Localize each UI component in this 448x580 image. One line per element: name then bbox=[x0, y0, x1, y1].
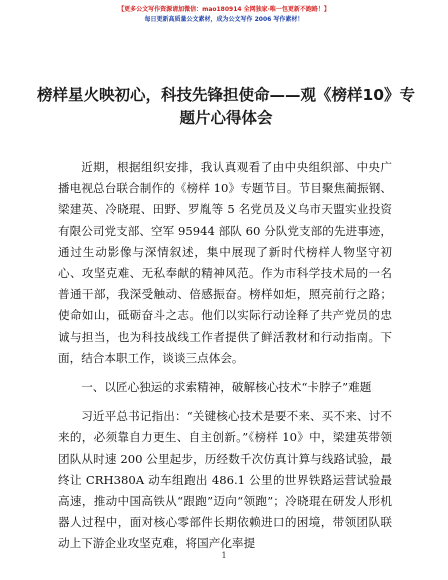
paragraph-spacer bbox=[58, 369, 392, 377]
section-heading: 一、以匠心独运的求索精神，破解核心技术“卡脖子”难题 bbox=[81, 380, 372, 395]
document-title: 榜样星火映初心，科技先锋担使命——观《榜样10》专题片心得体会 bbox=[36, 86, 416, 127]
document-body bbox=[58, 157, 392, 555]
paragraph-spacer bbox=[58, 398, 392, 406]
promo-banner-red: 【更多公文写作资源请加微信：mao180914 全网独家·唯一包更新不跑路！】 bbox=[118, 6, 330, 13]
body-paragraph: 近期，根据组织安排，我认真观看了由中央组织部、中央广播电视总台联合制作的《榜样 10》专题节目。节目聚焦蔺振钢、梁建英、冷晓琨、田野、罗胤等 5 名党员及义乌市天盟实业投资有限公司党支部、空军 95944 部队 60 分队党支部的先进事迹，通过生动影像与深情叙述，集中展现了新时代榜样人物坚守初心、攻坚克难、无私奉献的精神风范。作为市科学技术局的一名普通干部，我深受触动、倍感振奋。榜样如炬，照亮前行之路；使命如山，砥砺奋斗之志。他们以实际行动诠释了共产党员的忠诚与担当，也为科技战线工作者提供了鲜活教材和行动指南。下面，结合本职工作，谈谈三点体会。 bbox=[58, 160, 392, 365]
page-number: 1 bbox=[221, 551, 227, 560]
body-paragraph: 习近平总书记指出：“关键核心技术是要不来、买不来、讨不来的，必须靠自力更生、自主创新。”《榜样 10》中，梁建英带领团队从时速 200 公里起步，历经数千次仿真计算与线路试验，最终让 CRH380A 动车组跑出 486.1 公里的世界铁路运营试验最高速，推动中国高铁从“跟跑”迈向“领跑”；冷晓琨在研发人形机器人过程中，面对核心零部件长期依赖进口的困境，带领团队联动上下游企业攻坚克难，将国产化率提 bbox=[58, 409, 392, 551]
promo-banner-blue: 每日更新高质量公文素材，成为公文写作 2006 写作素材！ bbox=[144, 16, 304, 23]
